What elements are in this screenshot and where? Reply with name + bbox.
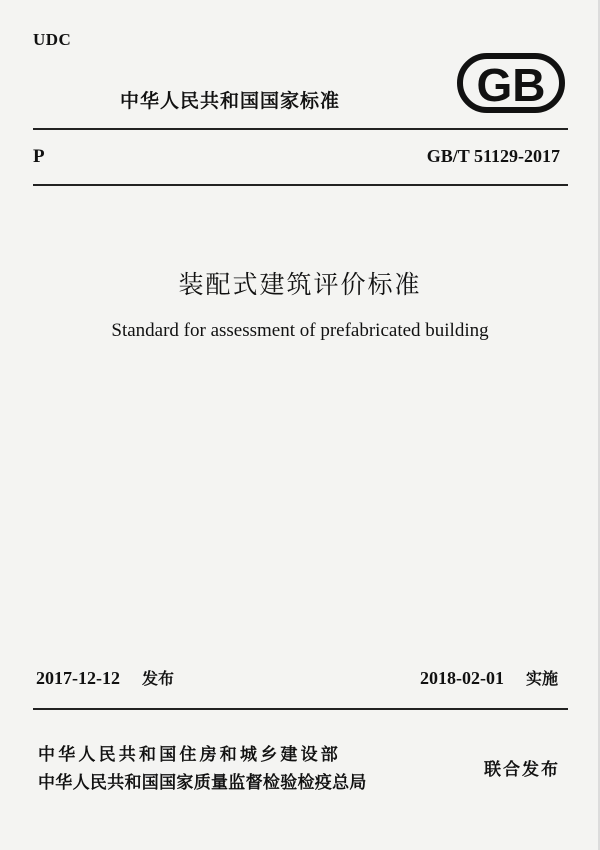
standard-number: GB/T 51129-2017 <box>426 146 560 166</box>
standard-type-heading: 中华人民共和国国家标准 <box>120 90 341 112</box>
implementation-date-block <box>420 666 558 689</box>
title-chinese: 装配式建筑评价标准 <box>178 270 422 299</box>
issue-date-block <box>36 666 174 689</box>
top-divider <box>33 128 568 130</box>
gb-logo <box>457 53 565 113</box>
udc-label: UDC <box>33 30 72 49</box>
issue-label: 发布 <box>142 669 175 688</box>
implementation-date: 2018-02-01 <box>419 668 504 688</box>
joint-issue-label: 联合发布 <box>484 760 560 780</box>
issuer-ministry-housing: 中华人民共和国住房和城乡建设部 <box>38 745 341 765</box>
implementation-label: 实施 <box>525 669 558 688</box>
issue-date: 2017-12-12 <box>36 668 120 688</box>
issuer-aqsiq: 中华人民共和国国家质量监督检验检疫总局 <box>38 773 367 793</box>
header-divider <box>33 184 568 186</box>
title-english: Standard for assessment of prefabricated building <box>111 320 489 341</box>
gb-logo-text: GB <box>476 59 546 111</box>
classification-code: P <box>33 146 45 167</box>
issuing-authorities <box>38 741 367 797</box>
footer-divider <box>33 708 568 710</box>
